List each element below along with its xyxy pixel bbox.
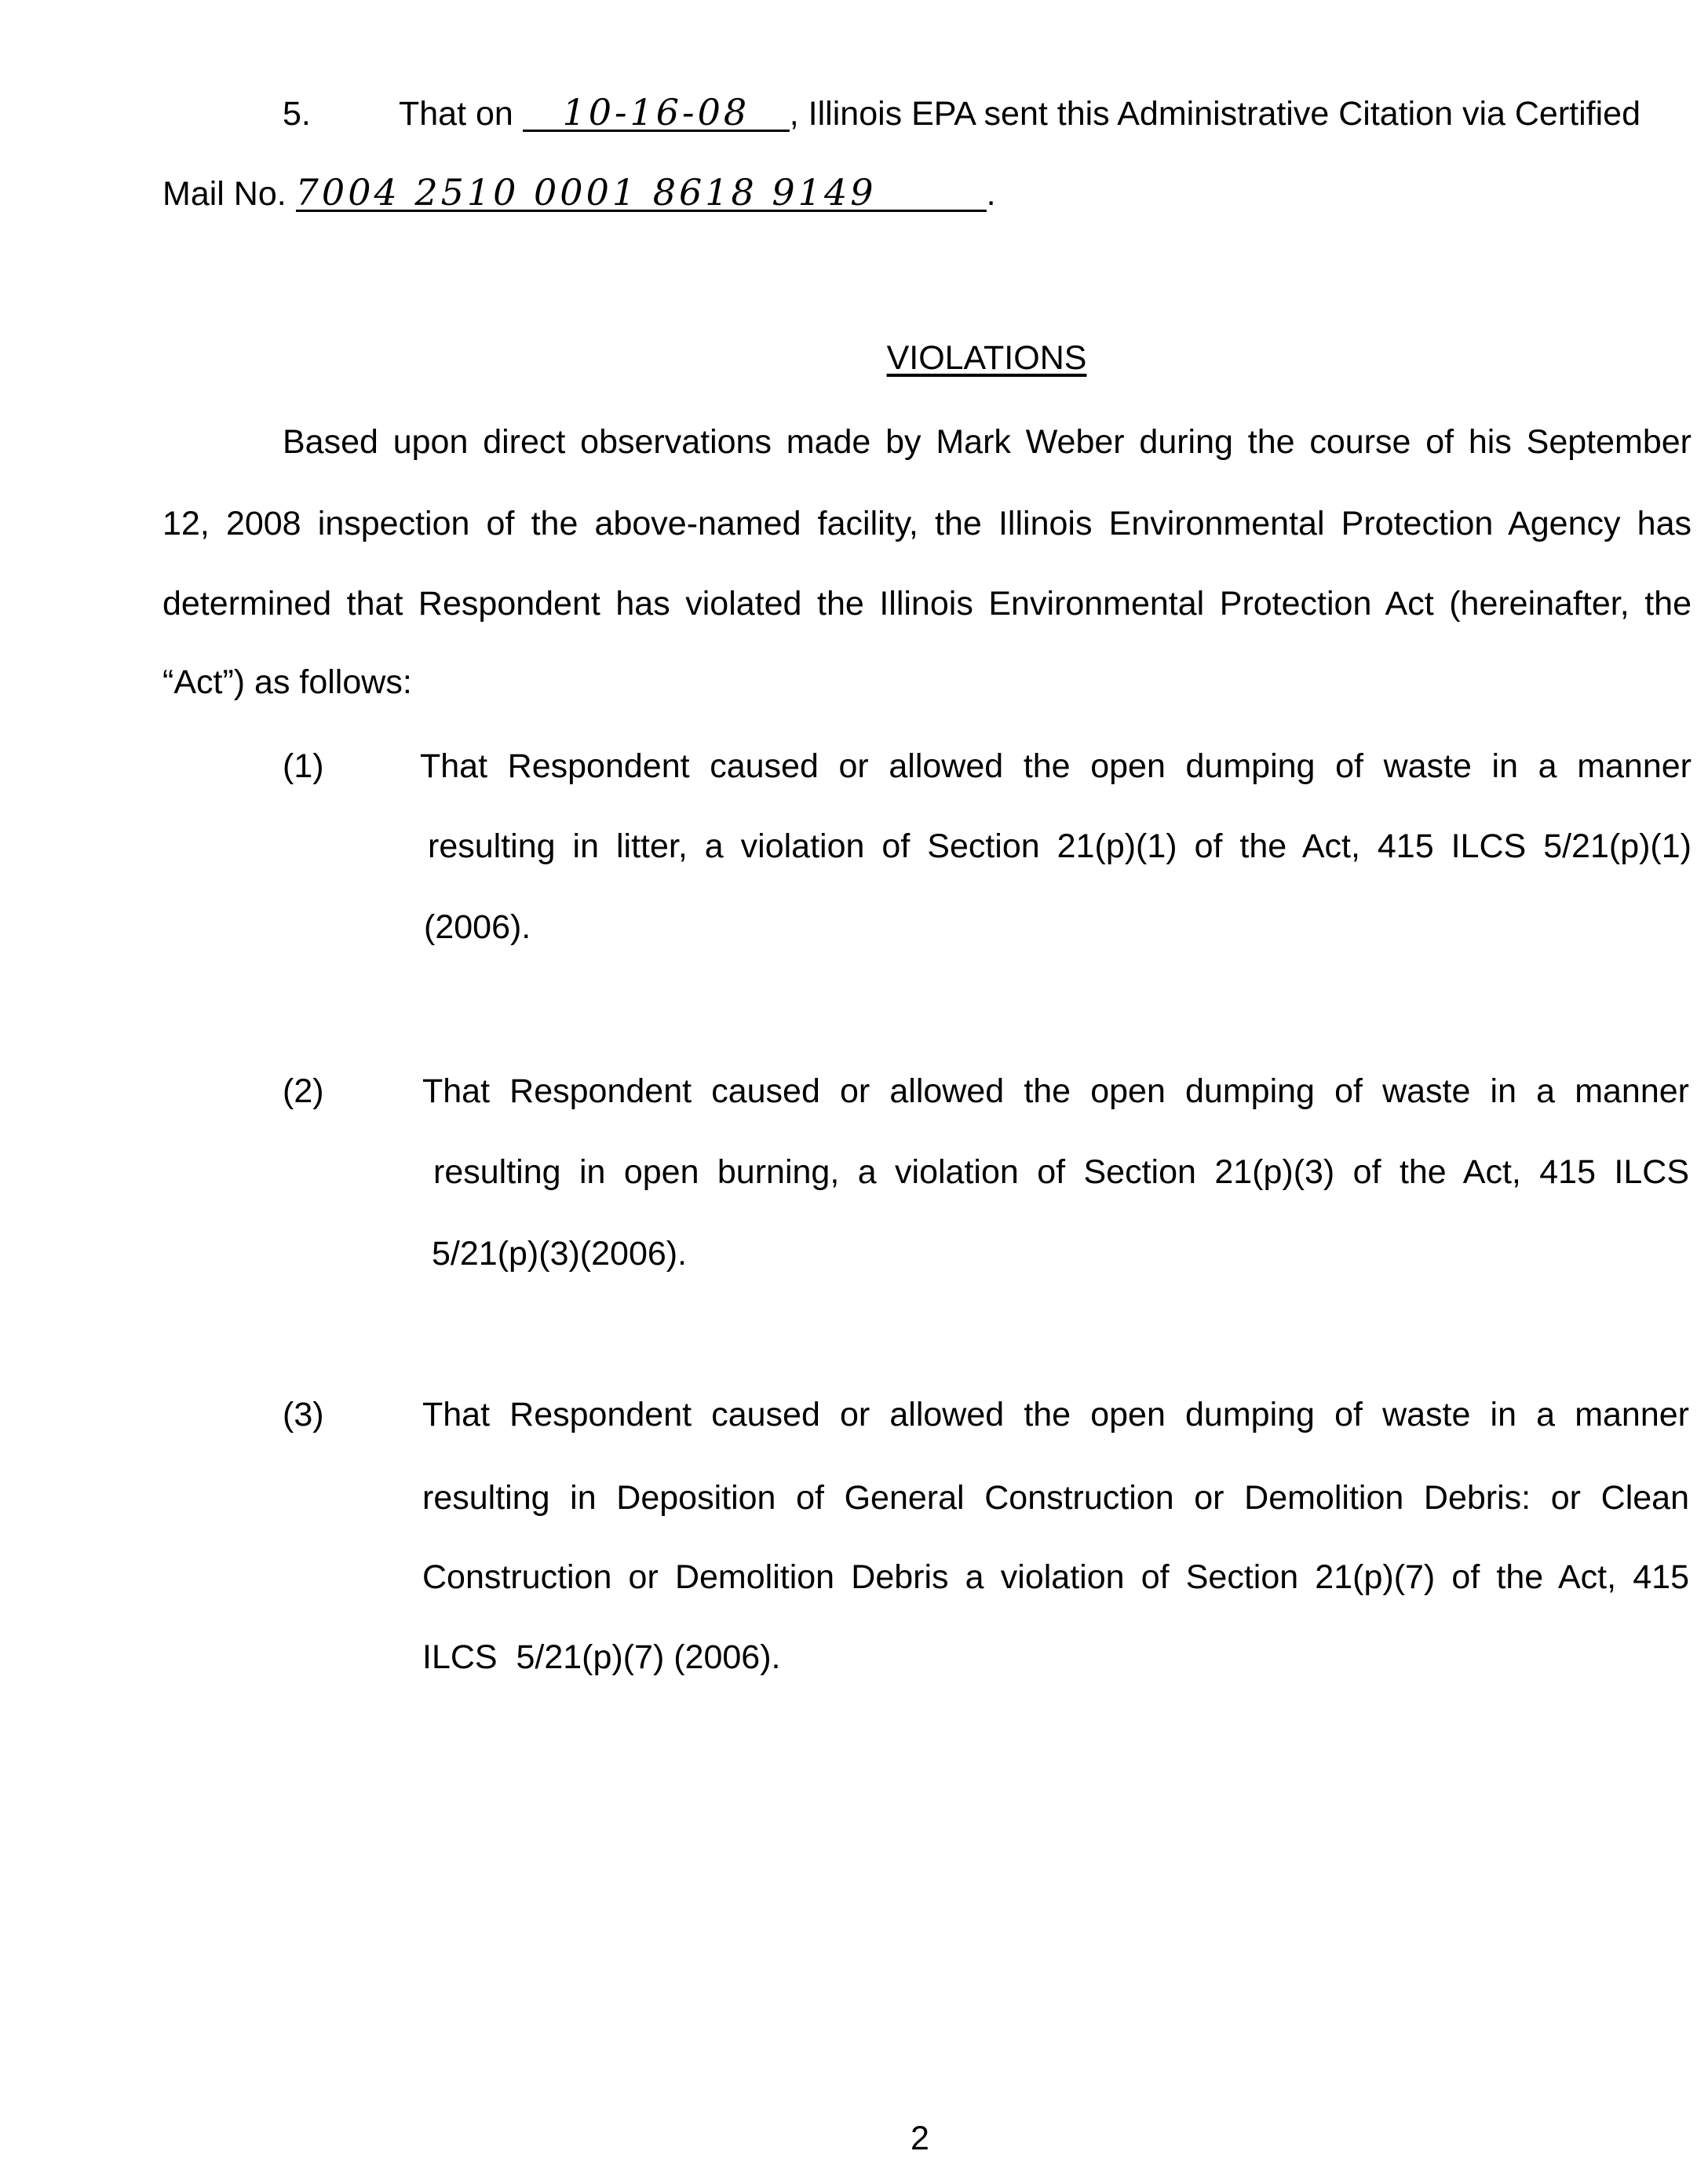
violation-line: resulting in open burning, a violation of Section 21(p)(3) of the Act, 415 ILCS: [433, 1153, 1689, 1191]
handwritten-date: 10-16-08: [523, 95, 790, 132]
violation-line: resulting in litter, a violation of Section 21(p)(1) of the Act, 415 ILCS 5/21(p)(1): [428, 827, 1692, 865]
page-number: 2: [911, 2120, 929, 2157]
intro-line: Based upon direct observations made by Mark Weber during the course of his September: [283, 423, 1692, 461]
para5-line2: [162, 171, 996, 214]
violations-heading: VIOLATIONS: [886, 339, 1087, 377]
violation-line: Construction or Demolition Debris a violation of Section 21(p)(7) of the Act, 415: [422, 1558, 1689, 1596]
violation-line: That Respondent caused or allowed the open dumping of waste in a manner: [422, 1396, 1689, 1433]
violation-line: 5/21(p)(3)(2006).: [432, 1235, 688, 1273]
violation-number: (1): [283, 747, 324, 785]
violation-line: ILCS 5/21(p)(7) (2006).: [422, 1638, 781, 1676]
mail-label: Mail No.: [162, 175, 286, 213]
violation-line: That Respondent caused or allowed the open dumping of waste in a manner: [422, 1072, 1689, 1110]
violation-number: (3): [283, 1396, 324, 1433]
para5-prefix: That on: [399, 95, 513, 133]
handwritten-mail-number: 7004 2510 0001 8618 9149: [296, 175, 987, 212]
para5-suffix: , Illinois EPA sent this Administrative Citation via Certified: [789, 95, 1640, 133]
para5-number: 5.: [283, 95, 311, 133]
mail-end: .: [986, 175, 996, 213]
para5-line1: [399, 91, 1640, 133]
intro-line: determined that Respondent has violated the Illinois Environmental Protection Act (hereinafter, the: [162, 585, 1692, 623]
violation-line: resulting in Deposition of General Construction or Demolition Debris: or Clean: [422, 1479, 1689, 1517]
violation-line: That Respondent caused or allowed the open dumping of waste in a manner: [420, 747, 1692, 785]
violation-number: (2): [283, 1072, 324, 1110]
intro-line: 12, 2008 inspection of the above-named facility, the Illinois Environmental Protection Agency has: [162, 505, 1692, 542]
intro-line: “Act”) as follows:: [162, 663, 412, 701]
violation-line: (2006).: [424, 908, 531, 946]
